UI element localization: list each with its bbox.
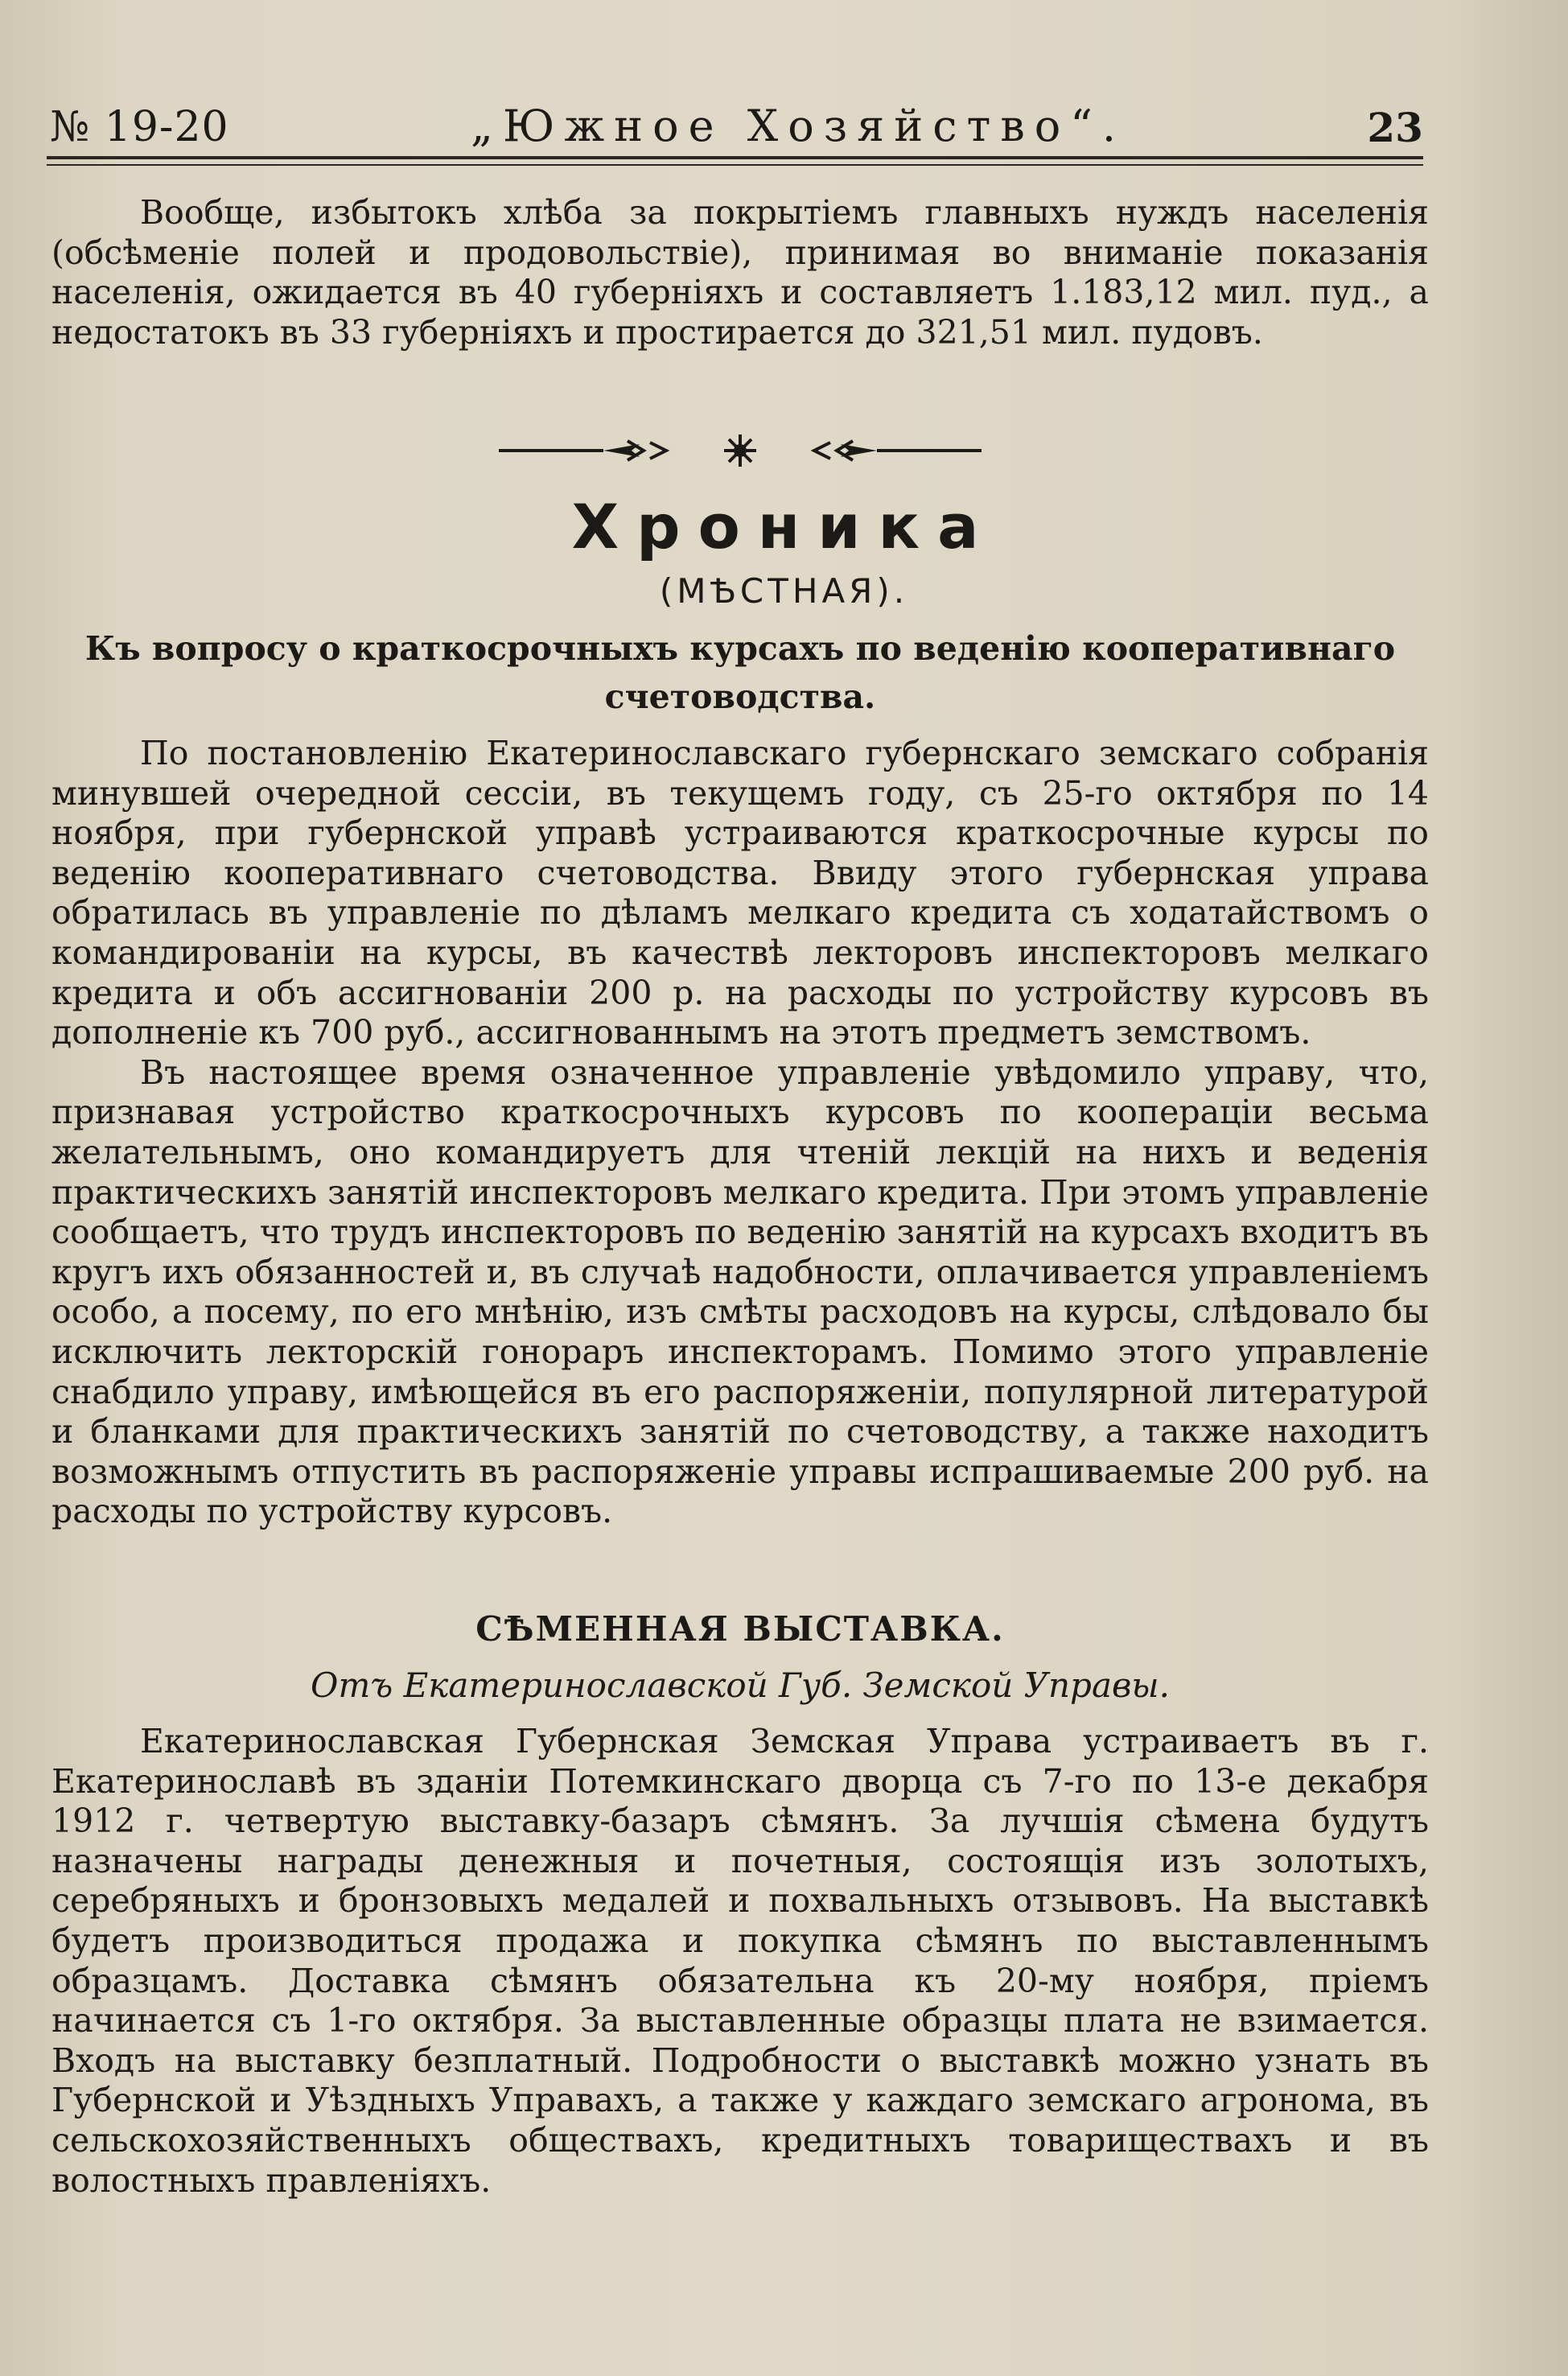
article1-body xyxy=(51,734,1429,1532)
intro-paragraph: Вообще, избытокъ хлѣба за покрытіемъ главныхъ нуждъ населенія (обсѣменіе полей и продовольствіе), принимая во вниманіе показанія населенія, ожидается въ 40 губерніяхъ и составляетъ 1.183,12 мил. пуд., а недостатокъ въ 33 губерніяхъ и простирается до 321,51 мил. пудовъ. xyxy=(51,193,1429,352)
header-rule-thin xyxy=(47,164,1423,166)
issue-number: № 19-20 xyxy=(50,103,229,151)
article1-paragraph: По постановленію Екатеринославскаго губернскаго земскаго собранія минувшей очередной сессіи, въ текущемъ году, съ 25-го октября по 14 ноября, при губернской управѣ устраиваются краткосрочные курсы по веденію кооперативнаго счетоводства. Ввиду этого губернская управа обратилась въ управленіе по дѣламъ мелкаго кредита съ ходатайствомъ о командированіи на курсы, въ качествѣ лекторовъ инспекторовъ мелкаго кредита и объ ассигнованіи 200 р. на расходы по устройству курсовъ въ дополненіе къ 700 руб., ассигнованнымъ на этотъ предметъ земствомъ. xyxy=(51,734,1429,1052)
running-header xyxy=(50,87,1423,151)
article2-title: СѢМЕННАЯ ВЫСТАВКА. xyxy=(475,1609,1005,1649)
article1-title: Къ вопросу о краткосрочныхъ курсахъ по веденію кооперативнаго счетоводства. xyxy=(84,629,1396,716)
section-subtitle: (МѢСТНАЯ). xyxy=(659,571,909,611)
section-title: Хроника xyxy=(571,491,997,562)
journal-title: „Южное Хозяйство“. xyxy=(471,101,1126,151)
ornament-divider xyxy=(499,426,982,475)
article2-body xyxy=(51,1722,1429,2201)
page-number: 23 xyxy=(1367,104,1423,151)
header-rule-thick xyxy=(47,156,1423,159)
intro-paragraph-block xyxy=(51,193,1429,352)
article2-subtitle: Отъ Екатеринославской Губ. Земской Управы. xyxy=(311,1666,1170,1705)
article1-paragraph: Въ настоящее время означенное управленіе увѣдомило управу, что, признавая устройство краткосрочныхъ курсовъ по коопераціи весьма желательнымъ, оно командируетъ для чтеній лекцій на нихъ и веденія практическихъ занятій инспекторовъ мелкаго кредита. При этомъ управленіе сообщаетъ, что трудъ инспекторовъ по веденію занятій на курсахъ входитъ въ кругъ ихъ обязанностей и, въ случаѣ надобности, оплачивается управленіемъ особо, а посему, по его мнѣнію, изъ смѣты расходовъ на курсы, слѣдовало бы исключить лекторскій гонораръ инспекторамъ. Помимо этого управленіе снабдило управу, имѣющейся въ его распоряженіи, популярной литературой и бланками для практическихъ занятій по счетоводству, а также находитъ возможнымъ отпустить въ распоряженіе управы испрашиваемые 200 руб. на расходы по устройству курсовъ. xyxy=(51,1052,1429,1531)
article2-paragraph: Екатеринославская Губернская Земская Управа устраиваетъ въ г. Екатеринославѣ въ зданіи Потемкинскаго дворца съ 7-го по 13-е декабря 1912 г. четвертую выставку-базаръ сѣмянъ. За лучшія сѣмена будутъ назначены награды денежныя и почетныя, состоящія изъ золотыхъ, серебряныхъ и бронзовыхъ медалей и похвальныхъ отзывовъ. На выставкѣ будетъ производиться продажа и покупка сѣмянъ по выставленнымъ образцамъ. Доставка сѣмянъ обязательна къ 20-му ноября, пріемъ начинается съ 1-го октября. За выставленные образцы плата не взимается. Входъ на выставку безплатный. Подробности о выставкѣ можно узнать въ Губернской и Уѣздныхъ Управахъ, а также у каждаго земскаго агронома, въ сельскохозяйственныхъ обществахъ, кредитныхъ товариществахъ и въ волостныхъ правленіяхъ. xyxy=(51,1722,1429,2200)
